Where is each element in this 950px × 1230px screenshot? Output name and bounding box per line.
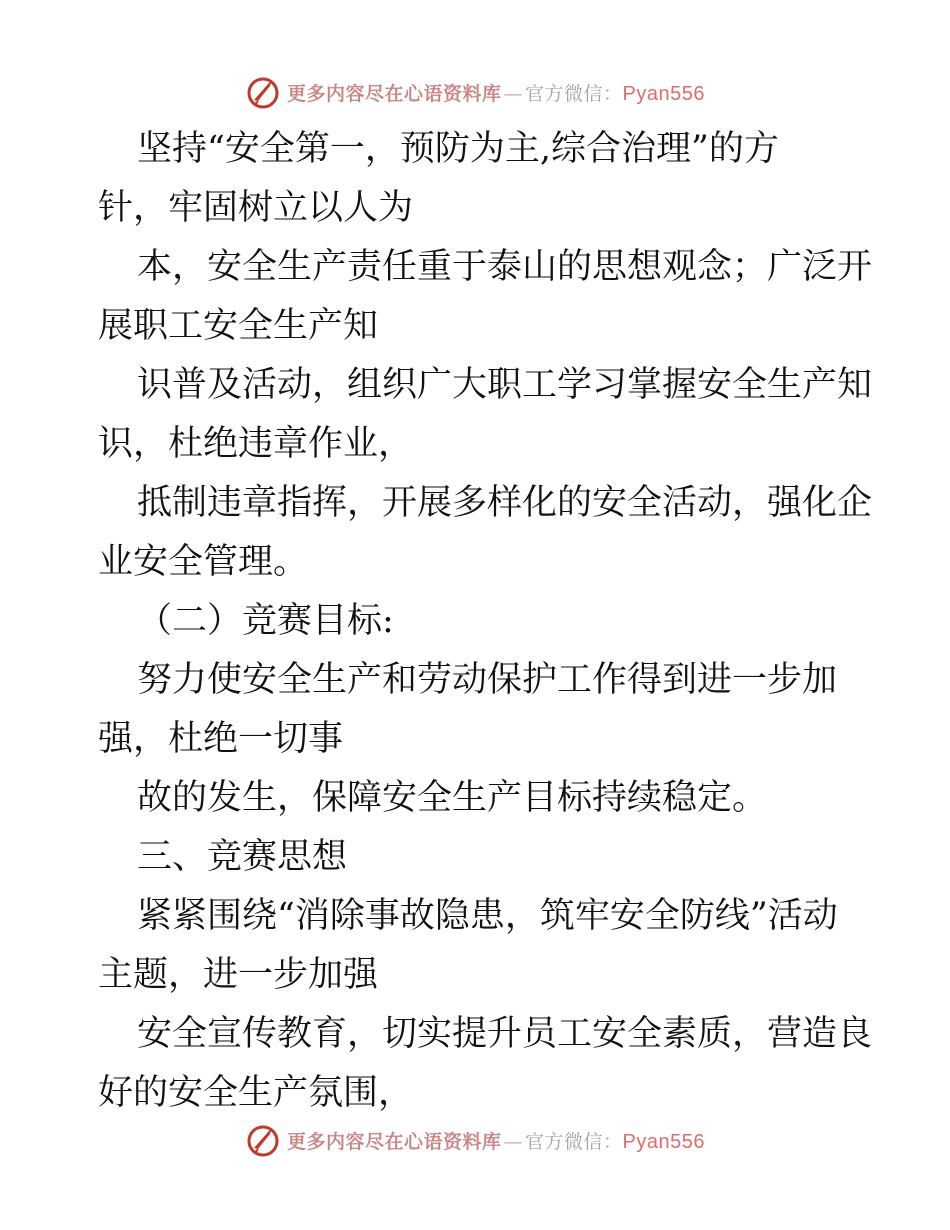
banner-text: [287, 1127, 705, 1154]
paragraph: [98, 238, 873, 356]
paragraph-line: 强，杜绝一切事: [98, 719, 344, 759]
paragraph-line: 本，安全生产责任重于泰山的思想观念；广泛开: [137, 247, 873, 287]
header-banner: [0, 72, 950, 112]
paragraph-line: 业安全管理。: [98, 542, 309, 582]
quill-logo-icon: [245, 74, 281, 110]
paragraph: [98, 120, 858, 238]
paragraph: [98, 887, 858, 1005]
banner-wechat-label: 官方微信：: [525, 82, 623, 105]
paragraph-line: 针，牢固树立以人为: [98, 188, 414, 228]
section-heading: [98, 592, 858, 651]
paragraph-line: 展职工安全生产知: [98, 306, 379, 346]
paragraph: [98, 651, 858, 769]
paragraph: [98, 769, 858, 828]
banner-wechat-id: Pyan556: [622, 1130, 705, 1153]
paragraph-line: 三、竞赛思想: [137, 837, 348, 877]
footer-banner: [0, 1120, 950, 1160]
paragraph: [98, 1005, 873, 1123]
paragraph: [98, 474, 873, 592]
document-body: [98, 120, 873, 1123]
paragraph-line: 识普及活动，组织广大职工学习掌握安全生产知: [137, 365, 873, 405]
banner-separator: —: [503, 1130, 524, 1153]
banner-site-text: 更多内容尽在心语资料库: [287, 82, 502, 105]
paragraph-line: 故的发生，保障安全生产目标持续稳定。: [137, 778, 768, 818]
banner-text: [287, 79, 705, 106]
paragraph-line: 紧紧围绕“消除事故隐患，筑牢安全防线”活动: [137, 896, 838, 936]
paragraph-line: 好的安全生产氛围，: [98, 1073, 414, 1113]
banner-site-text: 更多内容尽在心语资料库: [287, 1130, 502, 1153]
banner-wechat-label: 官方微信：: [525, 1130, 623, 1153]
quill-logo-icon: [245, 1122, 281, 1158]
paragraph: [98, 356, 873, 474]
paragraph-line: 努力使安全生产和劳动保护工作得到进一步加: [137, 660, 838, 700]
banner-separator: —: [503, 82, 524, 105]
paragraph-line: 坚持“安全第一，预防为主,综合治理”的方: [137, 129, 779, 169]
paragraph-line: 主题，进一步加强: [98, 955, 379, 995]
section-heading: [98, 828, 858, 887]
paragraph-line: 安全宣传教育，切实提升员工安全素质，营造良: [137, 1014, 873, 1054]
paragraph-line: （二）竞赛目标:: [137, 601, 394, 641]
paragraph-line: 抵制违章指挥，开展多样化的安全活动，强化企: [137, 483, 873, 523]
paragraph-line: 识，杜绝违章作业，: [98, 424, 414, 464]
banner-wechat-id: Pyan556: [622, 82, 705, 105]
